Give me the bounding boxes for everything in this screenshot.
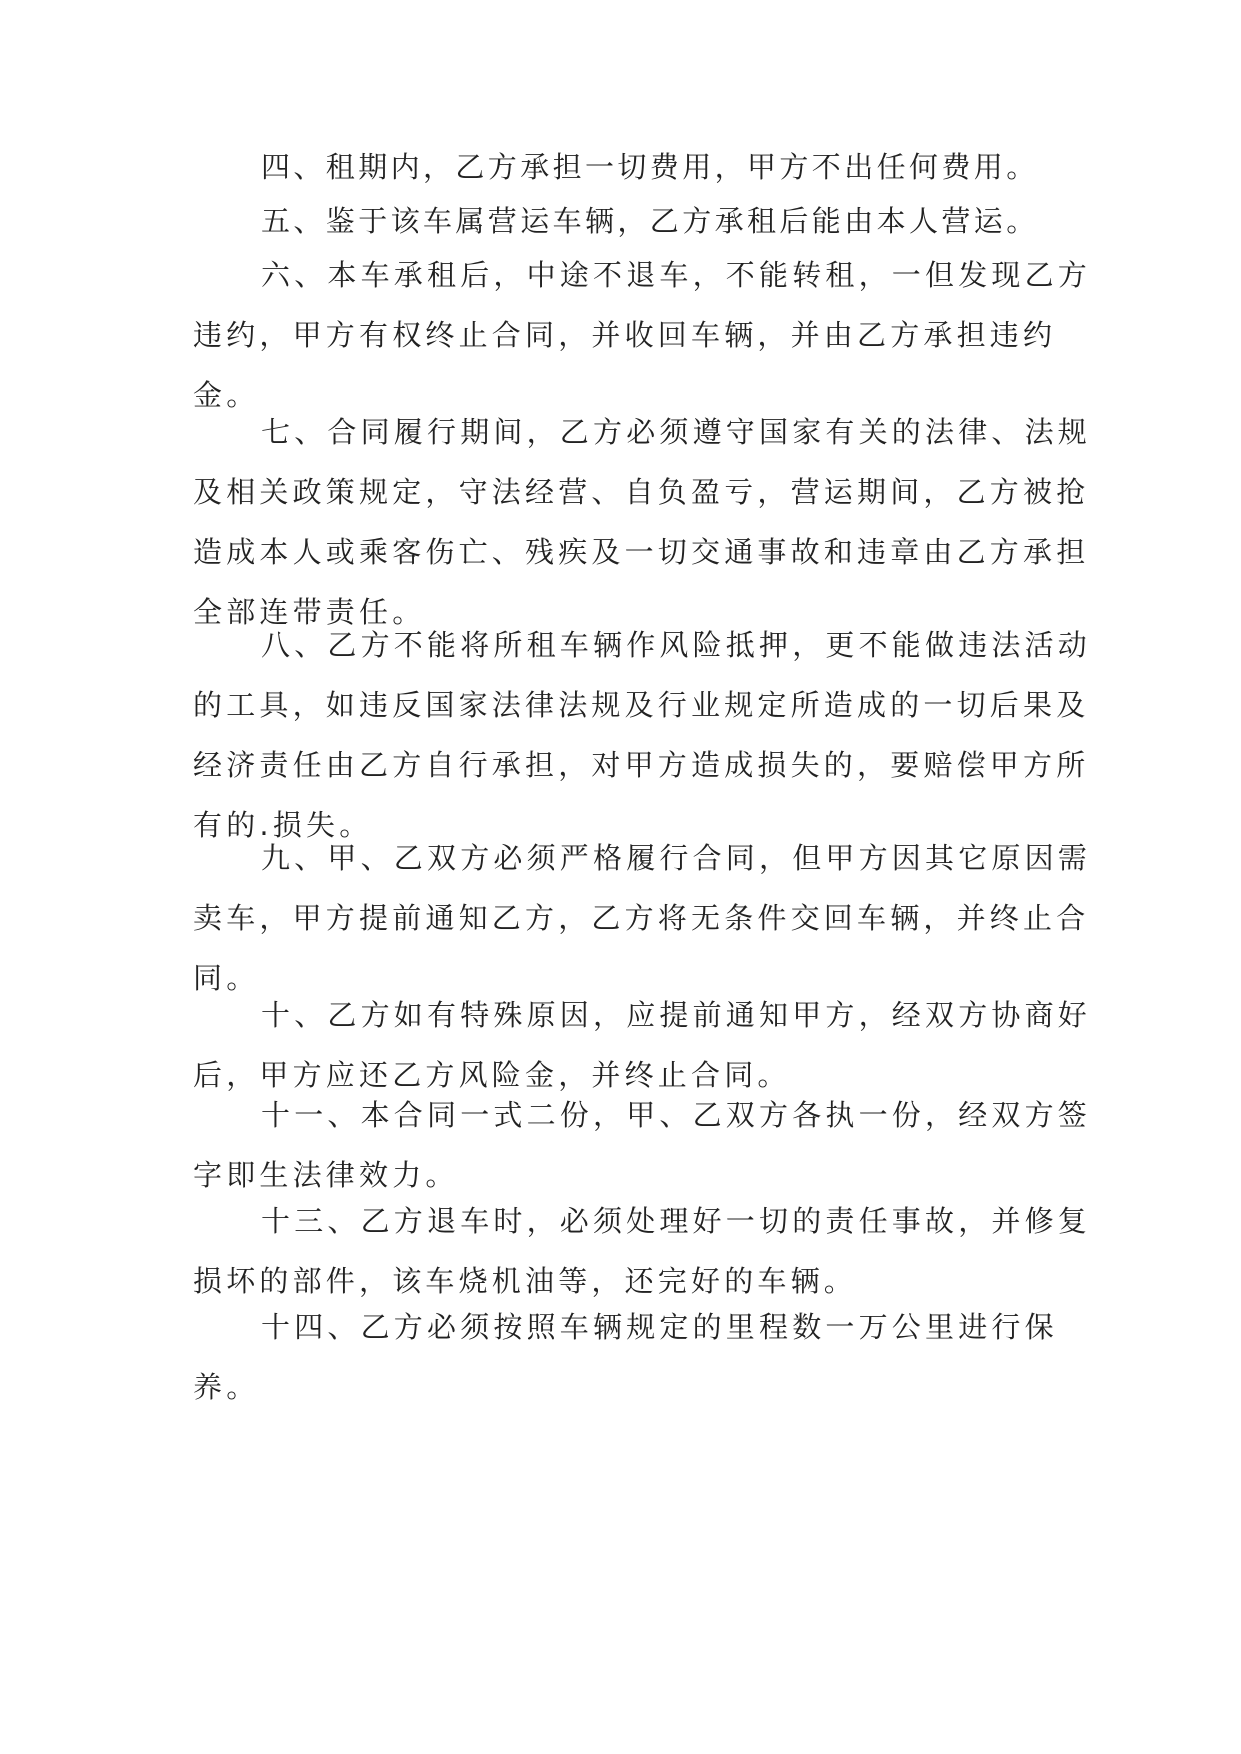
clause-13: 十三、乙方退车时，必须处理好一切的责任事故，并修复损坏的部件，该车烧机油等，还完好的车辆。 <box>193 1204 1092 1298</box>
clause-4: 四、租期内，乙方承担一切费用，甲方不出任何费用。 <box>261 150 1039 184</box>
clause-14: 十四、乙方必须按照车辆规定的里程数一万公里进行保养。 <box>193 1310 1058 1404</box>
clause-9: 九、甲、乙双方必须严格履行合同，但甲方因其它原因需卖车，甲方提前通知乙方，乙方将无条件交回车辆，并终止合同。 <box>193 841 1092 995</box>
clause-5: 五、鉴于该车属营运车辆，乙方承租后能由本人营运。 <box>261 204 1039 238</box>
clause-6: 六、本车承租后，中途不退车，不能转租，一但发现乙方违约，甲方有权终止合同，并收回车辆，并由乙方承担违约金。 <box>193 258 1092 412</box>
clause-8: 八、乙方不能将所租车辆作风险抵押，更不能做违法活动的工具，如违反国家法律法规及行业规定所造成的一切后果及经济责任由乙方自行承担，对甲方造成损失的，要赔偿甲方所有的.损失。 <box>193 628 1092 842</box>
clause-11: 十一、本合同一式二份，甲、乙双方各执一份，经双方签字即生法律效力。 <box>193 1098 1092 1192</box>
clause-10: 十、乙方如有特殊原因，应提前通知甲方，经双方协商好后，甲方应还乙方风险金，并终止合同。 <box>193 998 1092 1092</box>
clause-7: 七、合同履行期间，乙方必须遵守国家有关的法律、法规及相关政策规定，守法经营、自负盈亏，营运期间，乙方被抢造成本人或乘客伤亡、残疾及一切交通事故和违章由乙方承担全部连带责任。 <box>193 415 1092 629</box>
